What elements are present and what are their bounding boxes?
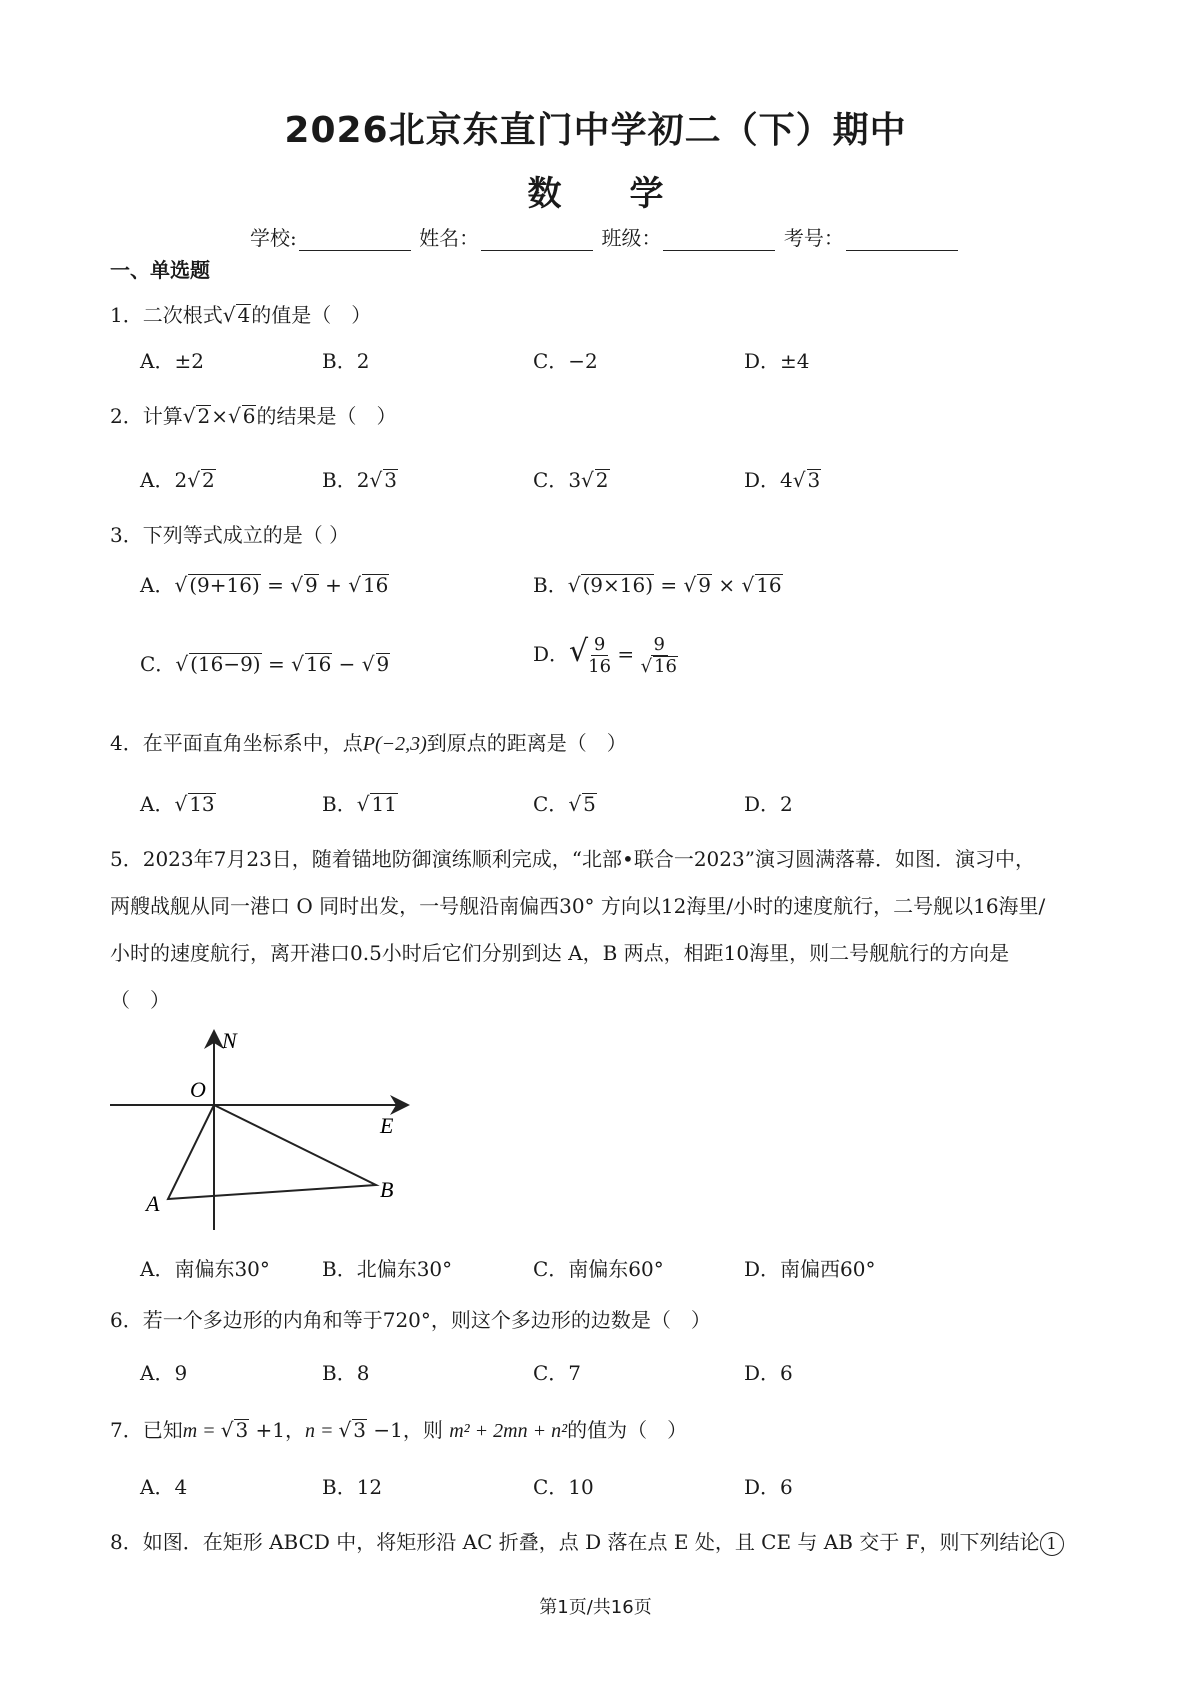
q2-option-a[interactable]: A．2√ 2 bbox=[140, 464, 216, 493]
label-o: O bbox=[190, 1077, 206, 1102]
q1-option-c[interactable]: C．−2 bbox=[533, 349, 598, 373]
student-info-line bbox=[250, 222, 960, 251]
q2-option-d[interactable]: D．4√ 3 bbox=[744, 464, 821, 493]
triangle-oab bbox=[168, 1105, 376, 1199]
question-4-stem: 4．在平面直角坐标系中，点P(−2,3)到原点的距离是（ ） bbox=[110, 731, 627, 755]
label-n: N bbox=[222, 1028, 237, 1053]
q4-option-b[interactable]: B．√ 11 bbox=[322, 788, 398, 817]
class-blank[interactable] bbox=[663, 230, 775, 251]
q4-option-c[interactable]: C．√ 5 bbox=[533, 788, 597, 817]
q1-option-a[interactable]: A．±2 bbox=[140, 349, 204, 373]
name-blank[interactable] bbox=[481, 230, 593, 251]
q3-option-c[interactable]: C．√ (16−9) = √ 16 − √ 9 bbox=[140, 648, 390, 677]
q5-option-b[interactable]: B．北偏东30° bbox=[322, 1257, 453, 1281]
label-e: E bbox=[380, 1113, 394, 1138]
exam-number-label: 考号： bbox=[783, 226, 844, 250]
q5-option-d[interactable]: D．南偏西60° bbox=[744, 1257, 876, 1281]
label-b: B bbox=[380, 1177, 394, 1202]
name-label: 姓名： bbox=[419, 226, 480, 250]
q3-option-a[interactable]: A．√ (9+16) = √ 9 + √ 16 bbox=[140, 569, 389, 598]
q6-option-c[interactable]: C．7 bbox=[533, 1361, 582, 1385]
page-title: 2026北京东直门中学初二（下）期中 bbox=[284, 110, 907, 151]
q6-option-d[interactable]: D．6 bbox=[744, 1361, 793, 1385]
q1-option-d[interactable]: D．±4 bbox=[744, 349, 810, 373]
circled-number: 1 bbox=[1040, 1532, 1064, 1556]
question-7-stem: 7．已知m = √ 3 +1，n = √ 3 −1，则 m² + 2mn + n²的值为（ ） bbox=[110, 1414, 687, 1443]
question-2-stem: 2．计算√ 2×√ 6的结果是（ ） bbox=[110, 400, 396, 429]
question-3-stem: 3．下列等式成立的是（ ） bbox=[110, 523, 350, 547]
q3-option-b[interactable]: B．√ (9×16) = √ 9 × √ 16 bbox=[533, 569, 783, 598]
question-6-stem: 6．若一个多边形的内角和等于720°，则这个多边形的边数是（ ） bbox=[110, 1308, 711, 1332]
label-a: A bbox=[146, 1191, 160, 1216]
q6-option-b[interactable]: B．8 bbox=[322, 1361, 370, 1385]
q4-option-a[interactable]: A．√ 13 bbox=[140, 788, 216, 817]
q1-option-b[interactable]: B．2 bbox=[322, 349, 370, 373]
q2-option-b[interactable]: B．2√ 3 bbox=[322, 464, 398, 493]
q7-option-c[interactable]: C．10 bbox=[533, 1475, 594, 1499]
q3-option-d[interactable]: D．√ $\frac{9}{16}$ = 9 √ 16 bbox=[533, 634, 678, 677]
q7-option-d[interactable]: D．6 bbox=[744, 1475, 793, 1499]
question-1-stem: 1．二次根式√ 4的值是（ ） bbox=[110, 299, 371, 328]
exam-number-blank[interactable] bbox=[846, 230, 958, 251]
q4-option-d[interactable]: D．2 bbox=[744, 792, 793, 816]
subject-title: 数 学 bbox=[527, 174, 664, 214]
q6-option-a[interactable]: A．9 bbox=[140, 1361, 188, 1385]
q7-option-a[interactable]: A．4 bbox=[140, 1475, 188, 1499]
school-label: 学校: bbox=[250, 226, 297, 250]
q5-option-a[interactable]: A．南偏东30° bbox=[140, 1257, 270, 1281]
q5-option-c[interactable]: C．南偏东60° bbox=[533, 1257, 664, 1281]
page-footer: 第1页/共16页 bbox=[539, 1597, 652, 1618]
class-label: 班级： bbox=[601, 226, 662, 250]
q5-direction-figure bbox=[108, 1025, 418, 1240]
q7-option-b[interactable]: B．12 bbox=[322, 1475, 383, 1499]
section-title: 一、单选题 bbox=[110, 258, 210, 282]
school-blank[interactable] bbox=[299, 230, 411, 251]
question-5-stem: 5．2023年7月23日，随着锚地防御演练顺利完成，“北部•联合一2023”演习圆满落幕．如图．演习中， 两艘战舰从同一港口 O 同时出发，一号舰沿南偏西30° 方向以12海里/小时的速度航行，二号舰以16海里/ 小时的速度航行，离开港口0.5小时后它们分别到达 A，B 两点，相距10海里，则二号舰航行的方向是 （ ） bbox=[110, 847, 1046, 1012]
q2-option-c[interactable]: C．3√ 2 bbox=[533, 464, 610, 493]
question-8-stem: 8．如图．在矩形 ABCD 中，将矩形沿 AC 折叠，点 D 落在点 E 处，且 CE 与 AB 交于 F，则下列结论 1 bbox=[110, 1526, 1064, 1556]
